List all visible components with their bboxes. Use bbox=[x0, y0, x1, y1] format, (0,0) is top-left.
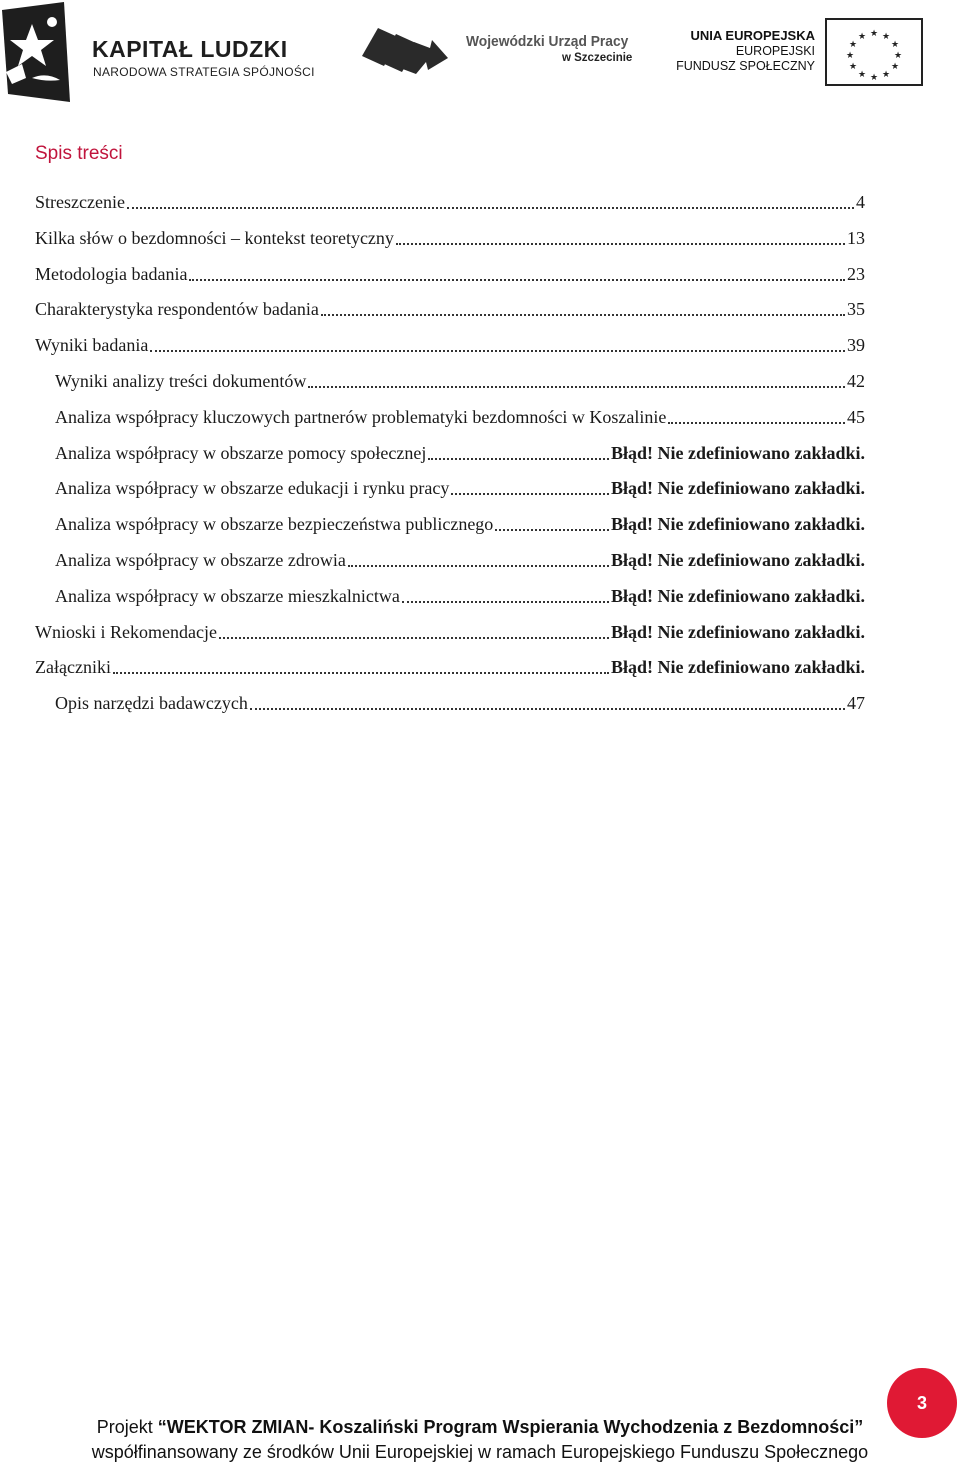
toc-heading: Spis treści bbox=[35, 143, 123, 164]
page-number-badge: 3 bbox=[887, 1368, 957, 1438]
eu-line-2: EUROPEJSKI bbox=[735, 44, 815, 58]
toc-entry-page: 42 bbox=[847, 371, 865, 391]
kapital-ludzki-subtitle: NARODOWA STRATEGIA SPÓJNOŚCI bbox=[93, 65, 315, 79]
svg-text:★: ★ bbox=[848, 62, 858, 72]
toc-entry[interactable] bbox=[55, 476, 865, 500]
page-header bbox=[0, 0, 960, 110]
toc-entry-page: 23 bbox=[847, 264, 865, 284]
toc-entry[interactable] bbox=[35, 620, 865, 644]
toc-entry-title: Opis narzędzi badawczych bbox=[55, 693, 248, 713]
toc-leader-dots bbox=[113, 672, 609, 674]
toc-entry[interactable] bbox=[55, 405, 865, 429]
toc-entry-page: 47 bbox=[847, 693, 865, 713]
footer-project-name: “WEKTOR ZMIAN- Koszaliński Program Wspierania Wychodzenia z Bezdomności” bbox=[157, 1417, 864, 1437]
toc-entry-error: Błąd! Nie zdefiniowano zakładki. bbox=[610, 657, 865, 677]
page-footer bbox=[0, 1415, 960, 1465]
toc-entry-error: Błąd! Nie zdefiniowano zakładki. bbox=[610, 622, 865, 642]
svg-text:★: ★ bbox=[848, 40, 858, 50]
toc-entry-title: Wnioski i Rekomendacje bbox=[35, 622, 217, 642]
toc-leader-dots bbox=[150, 350, 845, 352]
toc-entry[interactable] bbox=[55, 691, 865, 715]
toc-entry-page: 4 bbox=[856, 192, 865, 212]
svg-text:★: ★ bbox=[857, 32, 867, 42]
toc-entry-title: Załączniki bbox=[35, 657, 111, 677]
toc-entry-page: 45 bbox=[847, 407, 865, 427]
wup-subtitle: w Szczecinie bbox=[562, 52, 633, 64]
toc-entry[interactable] bbox=[35, 655, 865, 679]
toc-entry-title: Analiza współpracy w obszarze edukacji i rynku pracy bbox=[55, 478, 450, 498]
toc-entry-title: Kilka słów o bezdomności – kontekst teoretyczny bbox=[35, 228, 394, 248]
svg-text:★: ★ bbox=[869, 73, 879, 83]
wup-title: Wojewódzki Urząd Pracy bbox=[466, 33, 629, 50]
toc-entry[interactable] bbox=[55, 548, 865, 572]
toc-entry-error: Błąd! Nie zdefiniowano zakładki. bbox=[610, 443, 865, 463]
kapital-ludzki-title: KAPITAŁ LUDZKI bbox=[92, 36, 288, 62]
toc-leader-dots bbox=[348, 565, 609, 567]
toc-entry[interactable] bbox=[55, 512, 865, 536]
toc-entry-title: Analiza współpracy w obszarze bezpieczeństwa publicznego bbox=[55, 514, 494, 534]
toc-leader-dots bbox=[250, 708, 845, 710]
eu-line-3: FUNDUSZ SPOŁECZNY bbox=[676, 59, 815, 73]
toc-entry[interactable] bbox=[55, 369, 865, 393]
svg-text:★: ★ bbox=[890, 62, 900, 72]
svg-text:★: ★ bbox=[857, 70, 867, 80]
kapital-ludzki-logo-icon bbox=[2, 2, 70, 102]
toc-leader-dots bbox=[321, 314, 845, 316]
svg-text:★: ★ bbox=[893, 51, 903, 61]
toc-entry[interactable] bbox=[35, 333, 865, 357]
footer-prefix: Projekt bbox=[96, 1417, 158, 1437]
eu-text-block bbox=[660, 28, 815, 74]
eu-line-1: UNIA EUROPEJSKA bbox=[690, 28, 815, 43]
toc-entry[interactable] bbox=[35, 262, 865, 286]
toc-leader-dots bbox=[219, 637, 609, 639]
toc-entry-title: Analiza współpracy w obszarze pomocy społecznej bbox=[55, 443, 427, 463]
toc-leader-dots bbox=[402, 601, 609, 603]
toc-entry[interactable] bbox=[35, 297, 865, 321]
svg-text:★: ★ bbox=[881, 70, 891, 80]
toc-leader-dots bbox=[428, 458, 609, 460]
toc-leader-dots bbox=[396, 243, 845, 245]
toc-entry-error: Błąd! Nie zdefiniowano zakładki. bbox=[610, 550, 865, 570]
toc-entry-page: 13 bbox=[847, 228, 865, 248]
toc-entry-error: Błąd! Nie zdefiniowano zakładki. bbox=[610, 478, 865, 498]
toc-entry-title: Wyniki badania bbox=[35, 335, 149, 355]
toc-entry-error: Błąd! Nie zdefiniowano zakładki. bbox=[610, 514, 865, 534]
toc-leader-dots bbox=[189, 279, 845, 281]
svg-text:★: ★ bbox=[890, 40, 900, 50]
toc-entry-page: 39 bbox=[847, 335, 865, 355]
svg-text:★: ★ bbox=[845, 51, 855, 61]
toc-leader-dots bbox=[127, 207, 854, 209]
svg-text:★: ★ bbox=[869, 29, 879, 39]
toc-entry-page: 35 bbox=[847, 299, 865, 319]
toc-entry[interactable] bbox=[35, 190, 865, 214]
toc-leader-dots bbox=[451, 493, 609, 495]
toc-entry-title: Wyniki analizy treści dokumentów bbox=[55, 371, 307, 391]
eu-flag-icon bbox=[825, 18, 923, 86]
footer-line-1 bbox=[0, 1415, 960, 1440]
toc-entry-title: Analiza współpracy kluczowych partnerów problematyki bezdomności w Koszalinie bbox=[55, 407, 667, 427]
toc-entry-title: Analiza współpracy w obszarze mieszkalnictwa bbox=[55, 586, 400, 606]
footer-line-2: współfinansowany ze środków Unii Europejskiej w ramach Europejskiego Funduszu Społecznego bbox=[91, 1442, 869, 1462]
toc-entry-title: Charakterystyka respondentów badania bbox=[35, 299, 319, 319]
toc-leader-dots bbox=[668, 422, 845, 424]
toc-entry-error: Błąd! Nie zdefiniowano zakładki. bbox=[610, 586, 865, 606]
toc-entry-title: Streszczenie bbox=[35, 192, 125, 212]
toc-entry-title: Analiza współpracy w obszarze zdrowia bbox=[55, 550, 346, 570]
wup-logo-icon bbox=[360, 22, 450, 78]
toc-entry[interactable] bbox=[55, 584, 865, 608]
toc-entry-title: Metodologia badania bbox=[35, 264, 188, 284]
svg-text:★: ★ bbox=[881, 32, 891, 42]
toc-entry[interactable] bbox=[55, 441, 865, 465]
toc-entry[interactable] bbox=[35, 226, 865, 250]
toc-leader-dots bbox=[495, 529, 609, 531]
toc-leader-dots bbox=[308, 386, 845, 388]
